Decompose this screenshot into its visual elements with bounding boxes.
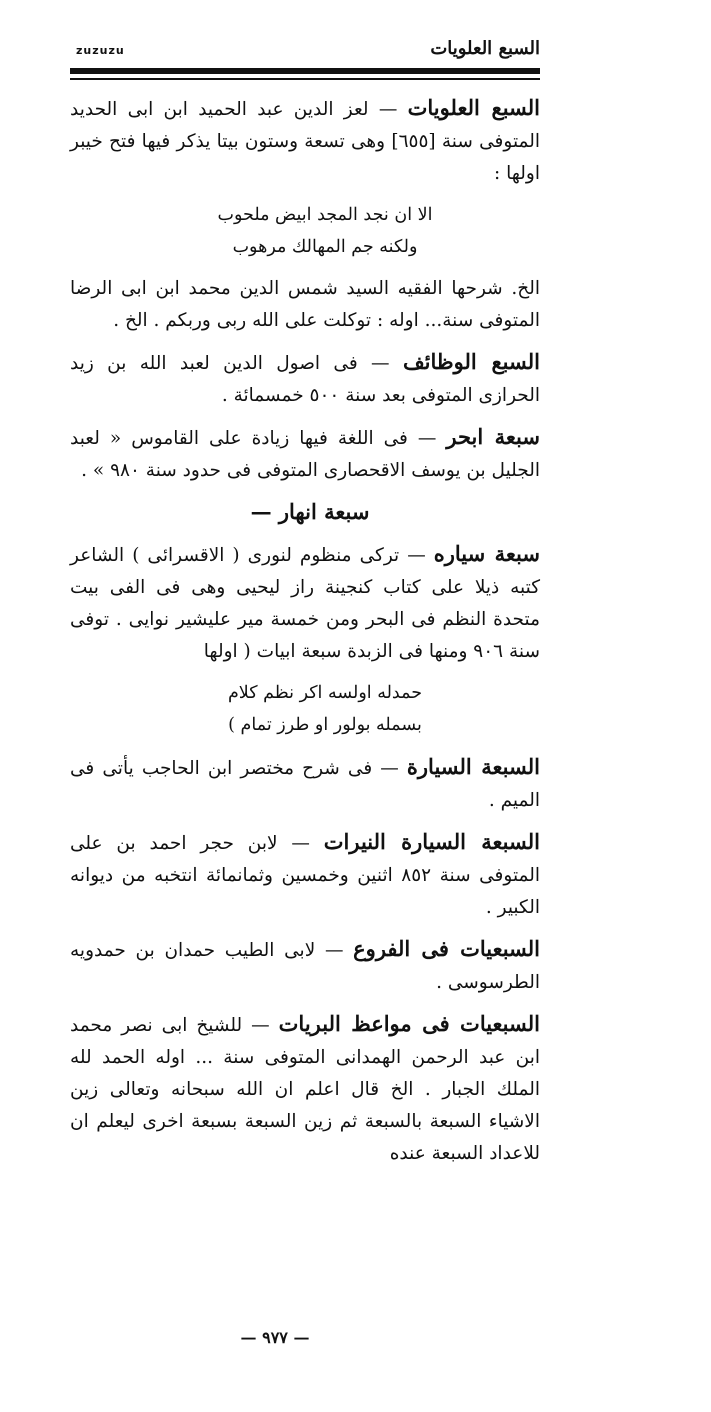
verse-line: حمدله اولسه اكر نظم كلام (227, 683, 423, 703)
entry-text: الخ. شرحها الفقيه السيد شمس الدين محمد ابن ابى الرضا المتوفى سنة... اوله : توكلت على الله ربى وربكم . الخ . (70, 278, 540, 331)
entry-heading: السبعيات فى الفروع (353, 936, 541, 961)
entry-heading: السبع الوظائف (402, 349, 540, 374)
entry-subaiyyat-mawaiz (70, 1008, 540, 1170)
entry-wazaif (70, 346, 540, 412)
entry-text: — لابن حجر احمد بن على المتوفى سنة ٨٥٢ اثنين وخمسين وثمانمائة انتخبه من ديوانه الكبير . (70, 833, 540, 918)
entry-sayyara (70, 751, 540, 817)
entry-abhur (70, 421, 540, 487)
verse-line: الا ان نجد المجد ابيض ملحوب (217, 205, 433, 225)
entry-heading: السبعيات فى مواعظ البريات (278, 1011, 540, 1036)
entry-subaiyyat-furu (70, 933, 540, 999)
entry-commentary (70, 273, 540, 337)
entry-text: — فى اللغة فيها زيادة على القاموس « لعبد الجليل بن يوسف الاقحصارى المتوفى فى حدود سنة ٩٨٠ » . (70, 428, 540, 481)
verse-block (70, 199, 540, 263)
running-title: السبع العلويات (430, 38, 540, 59)
book-page (70, 30, 541, 1347)
entry-text: — تركى منظوم لنورى ( الاقسرائى ) الشاعر كتبه ذيلا على كتاب كنجينة راز ليحيى وهى فى الفى بيت متحدة النظم فى البحر ومن خمسة مير عليشير نوايى . توفى سنة ٩٠٦ ومنها فى الزبدة سبعة ابيات ( اولها (70, 545, 540, 662)
entry-anhar: سبعة انهار — (250, 499, 370, 524)
entry-text: — لابى الطيب حمدان بن حمدويه الطرسوسى . (70, 940, 540, 993)
page-body (70, 92, 540, 1179)
entry-heading: السبعة السيارة النيرات (323, 829, 540, 854)
verse-block (70, 677, 540, 741)
entry-text: — لعز الدين عبد الحميد ابن ابى الحديد المتوفى سنة [٦٥٥] وهى تسعة وستون بيتا يذكر فيها فتح خيبر اولها : (70, 99, 541, 184)
entry-heading: السبع العلويات (407, 95, 540, 120)
entry-text: — فى اصول الدين لعبد الله بن زيد الحرازى المتوفى بعد سنة ٥٠٠ خمسمائة . (70, 353, 540, 406)
running-header (70, 30, 540, 60)
entry-nayyirat (70, 826, 540, 924)
header-rule-thin (70, 78, 540, 80)
header-mark: zuzuzu (76, 44, 125, 57)
header-rule-thick (70, 68, 540, 74)
entry-heading: سبعة سياره (433, 541, 540, 566)
entry-sayyara-turkish (70, 538, 540, 668)
entry-alawiyyat (70, 92, 540, 190)
entry-heading: السبعة السيارة (406, 754, 540, 779)
entry-heading: سبعة ابحر (446, 424, 540, 449)
entry-text: — فى شرح مختصر ابن الحاجب يأتى فى الميم . (70, 758, 540, 811)
verse-line: بسمله بولور او طرز تمام ) (228, 715, 422, 735)
entry-text: — للشيخ ابى نصر محمد ابن عبد الرحمن الهمدانى المتوفى سنة ... اوله الحمد لله الملك الجبار . الخ قال اعلم ان الله سبحانه وتعالى زين الاشياء السبعة بالسبعة ثم زين السبعة بسبعة اخرى ليعلم ان للاعداد السبعة عنده (70, 1015, 540, 1164)
verse-line: ولكنه جم المهالك مرهوب (232, 237, 418, 257)
page-number: — ٩٧٧ — (240, 1328, 310, 1347)
